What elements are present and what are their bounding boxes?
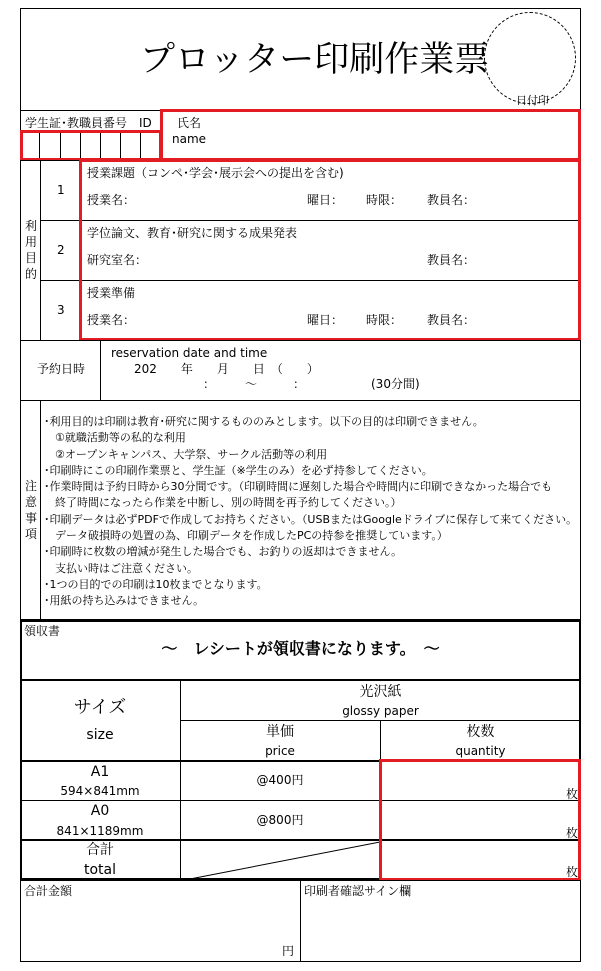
date-stamp-label: 日付印: [516, 94, 549, 107]
divider: [40, 400, 41, 620]
purpose-1-day-field[interactable]: 曜日：: [307, 193, 344, 207]
divider: [20, 340, 581, 341]
quantity-header-en: quantity: [455, 744, 506, 758]
note-line: ②オープンキャンパス、大学祭、サークル活動等の利用: [44, 447, 328, 461]
total-amount-label: 合計金額: [24, 884, 73, 898]
purpose-1-teacher-field[interactable]: 教員名：: [427, 193, 476, 207]
purpose-no-1: 1: [57, 183, 65, 197]
receipt-banner: 〜 レシートが領収書になります。 〜: [161, 639, 440, 658]
reservation-label-en: reservation date and time: [111, 346, 268, 360]
size-header-en: size: [86, 727, 114, 743]
size-a1: A1: [90, 764, 110, 780]
form-title: プロッター印刷作業票: [140, 40, 490, 80]
note-line: ･印刷時に枚数の増減が発生した場合でも、お釣りの返却はできません。: [44, 545, 403, 559]
total-price-strike: [180, 840, 380, 880]
purpose-1-period-field[interactable]: 時限：: [366, 193, 403, 207]
id-label: 学生証･教職員番号 ID: [25, 116, 152, 130]
purpose-3-day-field[interactable]: 曜日：: [307, 313, 344, 327]
note-line: 終了時間になったら作業を中断し、別の時間を再予約してください。）: [44, 496, 402, 510]
yen-unit: 円: [282, 944, 295, 958]
purpose-3-class-field[interactable]: 授業名：: [87, 313, 136, 327]
note-line: ･印刷時にこの印刷作業票と、学生証（※学生のみ）を必ず持参してください。: [44, 463, 433, 477]
purpose-3-heading: 授業準備: [87, 286, 136, 300]
purpose-no-3: 3: [57, 303, 65, 317]
unit-total: 枚: [566, 865, 579, 879]
total-label-en: total: [83, 862, 116, 878]
reservation-label: 予約日時: [37, 362, 86, 376]
divider: [300, 880, 301, 962]
note-line: 支払い時はご注意ください。: [44, 561, 198, 575]
note-line: ･利用目的は印刷は教育･研究に関するもののみとします。以下の目的は印刷できません。: [44, 415, 484, 428]
unit-a1: 枚: [566, 787, 579, 801]
note-line: ･作業時間は予約日時から30分間です。（印刷時間に遅刻した場合や時間内に印刷できなかった場合でも: [44, 480, 553, 494]
purpose-2-heading: 学位論文、教育･研究に関する成果発表: [87, 226, 298, 240]
signature-field[interactable]: [302, 900, 579, 960]
name-label: 氏名: [177, 116, 202, 130]
price-a0: @800円: [256, 813, 304, 827]
size-a0: A0: [90, 803, 110, 819]
purpose-highlight: [79, 159, 581, 341]
reservation-date[interactable]: 202 年 月 日 （ ）: [134, 362, 319, 376]
note-line: ･1つの目的での印刷は10枚までとなります。: [44, 577, 268, 591]
purpose-3-period-field[interactable]: 時限：: [366, 313, 403, 327]
purpose-1-class-field[interactable]: 授業名：: [87, 193, 136, 207]
signature-label: 印刷者確認サイン欄: [304, 884, 412, 898]
divider: [40, 160, 41, 340]
quantity-highlight: [379, 759, 581, 881]
purpose-3-teacher-field[interactable]: 教員名：: [427, 313, 476, 327]
unit-a0: 枚: [566, 826, 579, 840]
purpose-2-lab-field[interactable]: 研究室名：: [87, 253, 148, 267]
divider: [180, 720, 581, 721]
total-amount-field[interactable]: [22, 900, 298, 960]
note-line: ①就職活動等の私的な利用: [44, 431, 186, 445]
notes-side-label: 注意事項: [24, 479, 37, 541]
unit-price-header-en: price: [265, 744, 295, 758]
price-a1: @400円: [256, 773, 304, 787]
purpose-1-heading: 授業課題（コンペ･学会･展示会への提出を含む): [87, 166, 344, 180]
divider: [20, 400, 581, 401]
date-stamp-circle: [484, 12, 576, 104]
paper-header: 光沢紙: [359, 684, 402, 700]
name-label-en: name: [172, 132, 207, 146]
notes-list: [44, 414, 577, 610]
note-line: ･印刷データは必ずPDFで作成してお持ちください。（USBまたはGoogleドライブに保存して来てください。: [44, 512, 578, 526]
size-a1-dims: 594×841mm: [60, 784, 140, 798]
paper-header-en: glossy paper: [342, 704, 419, 718]
quantity-header: 枚数: [466, 724, 495, 740]
name-field[interactable]: [160, 109, 581, 161]
divider: [100, 340, 101, 400]
total-label: 合計: [86, 842, 114, 858]
id-field-highlight: [20, 130, 162, 161]
receipt-label: 領収書: [24, 624, 61, 638]
purpose-side-label: 利用目的: [24, 219, 37, 281]
size-header: サイズ: [73, 697, 127, 718]
divider: [20, 679, 581, 681]
unit-price-header: 単価: [266, 724, 294, 740]
purpose-2-teacher-field[interactable]: 教員名：: [427, 253, 476, 267]
size-a0-dims: 841×1189mm: [56, 824, 144, 838]
purpose-no-2: 2: [57, 243, 65, 257]
reservation-time[interactable]: ： 〜 ： (30分間): [203, 377, 420, 391]
note-line: データ破損時の処置の為、印刷データを作成したPCの持参を推奨しています。）: [44, 529, 448, 543]
note-line: ･用紙の持ち込みはできません。: [44, 594, 205, 608]
